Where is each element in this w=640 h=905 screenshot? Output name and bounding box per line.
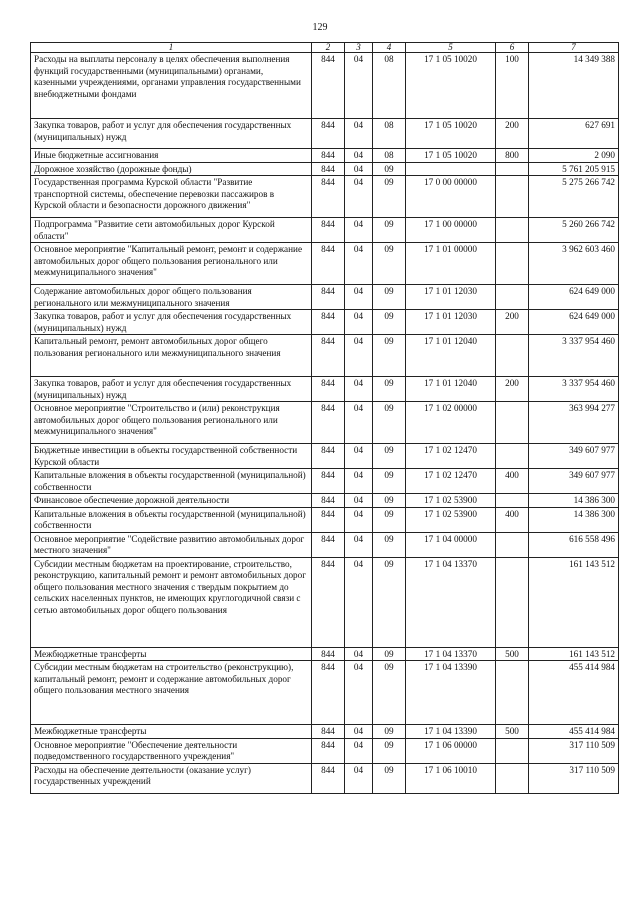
section-code-cell: 04 — [345, 725, 373, 739]
amount-cell: 2 090 — [529, 149, 619, 163]
expense-type-code-cell — [496, 162, 529, 176]
target-article-code-cell: 17 1 04 13390 — [406, 725, 496, 739]
subsection-code-cell: 09 — [373, 494, 406, 508]
admin-code-cell: 844 — [312, 53, 345, 119]
expense-type-code-cell: 400 — [496, 507, 529, 532]
target-article-code-cell: 17 1 05 10020 — [406, 53, 496, 119]
target-article-code-cell: 17 1 02 12470 — [406, 444, 496, 469]
subsection-code-cell: 09 — [373, 557, 406, 647]
expense-type-code-cell — [496, 661, 529, 725]
subsection-code-cell: 09 — [373, 310, 406, 335]
admin-code-cell: 844 — [312, 661, 345, 725]
expense-type-code-cell: 400 — [496, 469, 529, 494]
amount-cell: 14 349 388 — [529, 53, 619, 119]
item-name-cell: Основное мероприятие "Содействие развитию автомобильных дорог местного значения" — [31, 532, 312, 557]
amount-cell: 317 110 509 — [529, 738, 619, 763]
table-row — [31, 53, 619, 119]
amount-cell: 616 558 496 — [529, 532, 619, 557]
amount-cell: 363 994 277 — [529, 402, 619, 444]
admin-code-cell: 844 — [312, 310, 345, 335]
admin-code-cell: 844 — [312, 402, 345, 444]
section-code-cell: 04 — [345, 738, 373, 763]
expense-type-code-cell: 100 — [496, 53, 529, 119]
item-name-cell: Основное мероприятие "Обеспечение деятельности подведомственного государственного учреждения" — [31, 738, 312, 763]
budget-table — [30, 42, 619, 794]
column-header: 3 — [345, 43, 373, 53]
target-article-code-cell: 17 1 01 12030 — [406, 310, 496, 335]
target-article-code-cell: 17 1 06 10010 — [406, 763, 496, 793]
section-code-cell: 04 — [345, 444, 373, 469]
item-name-cell: Межбюджетные трансферты — [31, 647, 312, 661]
target-article-code-cell: 17 1 02 53900 — [406, 494, 496, 508]
subsection-code-cell: 08 — [373, 119, 406, 149]
table-row — [31, 176, 619, 218]
admin-code-cell: 844 — [312, 494, 345, 508]
amount-cell: 5 275 266 742 — [529, 176, 619, 218]
admin-code-cell: 844 — [312, 507, 345, 532]
table-row — [31, 335, 619, 377]
table-row — [31, 532, 619, 557]
item-name-cell: Подпрограмма "Развитие сети автомобильных дорог Курской области" — [31, 218, 312, 243]
amount-cell: 455 414 984 — [529, 661, 619, 725]
item-name-cell: Основное мероприятие "Капитальный ремонт, ремонт и содержание автомобильных дорог общего пользования регионального или межмуниципального значения" — [31, 243, 312, 285]
expense-type-code-cell — [496, 494, 529, 508]
table-row — [31, 661, 619, 725]
item-name-cell: Капитальные вложения в объекты государственной (муниципальной) собственности — [31, 469, 312, 494]
subsection-code-cell: 08 — [373, 53, 406, 119]
expense-type-code-cell — [496, 243, 529, 285]
admin-code-cell: 844 — [312, 176, 345, 218]
target-article-code-cell: 17 0 00 00000 — [406, 176, 496, 218]
column-header: 6 — [496, 43, 529, 53]
admin-code-cell: 844 — [312, 532, 345, 557]
item-name-cell: Субсидии местным бюджетам на проектирование, строительство, реконструкцию, капитальный ремонт и ремонт автомобильных дорог общего пользования местного значения с твердым покрытием до сельских населенных пунктов, не имеющих круглогодичной связи с сетью автомобильных дорог общего пользования — [31, 557, 312, 647]
target-article-code-cell: 17 1 05 10020 — [406, 149, 496, 163]
admin-code-cell: 844 — [312, 162, 345, 176]
amount-cell: 14 386 300 — [529, 507, 619, 532]
section-code-cell: 04 — [345, 218, 373, 243]
expense-type-code-cell — [496, 557, 529, 647]
table-row — [31, 402, 619, 444]
subsection-code-cell: 09 — [373, 176, 406, 218]
amount-cell: 5 761 205 915 — [529, 162, 619, 176]
admin-code-cell: 844 — [312, 763, 345, 793]
subsection-code-cell: 09 — [373, 243, 406, 285]
table-row — [31, 218, 619, 243]
admin-code-cell: 844 — [312, 647, 345, 661]
expense-type-code-cell — [496, 532, 529, 557]
column-number-row — [31, 43, 619, 53]
page-number: 129 — [312, 22, 328, 33]
expense-type-code-cell: 200 — [496, 310, 529, 335]
amount-cell: 627 691 — [529, 119, 619, 149]
amount-cell: 3 337 954 460 — [529, 377, 619, 402]
item-name-cell: Капитальные вложения в объекты государственной (муниципальной) собственности — [31, 507, 312, 532]
amount-cell: 5 260 266 742 — [529, 218, 619, 243]
table-row — [31, 763, 619, 793]
section-code-cell: 04 — [345, 119, 373, 149]
table-row — [31, 285, 619, 310]
target-article-code-cell: 17 1 01 12030 — [406, 285, 496, 310]
amount-cell: 161 143 512 — [529, 647, 619, 661]
table-row — [31, 162, 619, 176]
table-row — [31, 725, 619, 739]
admin-code-cell: 844 — [312, 149, 345, 163]
section-code-cell: 04 — [345, 335, 373, 377]
table-row — [31, 243, 619, 285]
item-name-cell: Содержание автомобильных дорог общего пользования регионального или межмуниципального значения — [31, 285, 312, 310]
table-row — [31, 444, 619, 469]
target-article-code-cell: 17 1 01 12040 — [406, 335, 496, 377]
subsection-code-cell: 08 — [373, 149, 406, 163]
admin-code-cell: 844 — [312, 335, 345, 377]
subsection-code-cell: 09 — [373, 444, 406, 469]
subsection-code-cell: 09 — [373, 469, 406, 494]
table-row — [31, 738, 619, 763]
section-code-cell: 04 — [345, 53, 373, 119]
subsection-code-cell: 09 — [373, 661, 406, 725]
item-name-cell: Расходы на обеспечение деятельности (оказание услуг) государственных учреждений — [31, 763, 312, 793]
section-code-cell: 04 — [345, 507, 373, 532]
column-header: 1 — [31, 43, 312, 53]
table-row — [31, 557, 619, 647]
expense-type-code-cell — [496, 402, 529, 444]
item-name-cell: Расходы на выплаты персоналу в целях обеспечения выполнения функций государственными (муниципальными) органами, казенными учреждениями, органами управления государственными внебюджетными фондами — [31, 53, 312, 119]
amount-cell: 455 414 984 — [529, 725, 619, 739]
expense-type-code-cell — [496, 763, 529, 793]
target-article-code-cell: 17 1 01 12040 — [406, 377, 496, 402]
amount-cell: 624 649 000 — [529, 285, 619, 310]
subsection-code-cell: 09 — [373, 647, 406, 661]
section-code-cell: 04 — [345, 532, 373, 557]
admin-code-cell: 844 — [312, 119, 345, 149]
subsection-code-cell: 09 — [373, 377, 406, 402]
item-name-cell: Межбюджетные трансферты — [31, 725, 312, 739]
admin-code-cell: 844 — [312, 243, 345, 285]
expense-type-code-cell — [496, 285, 529, 310]
admin-code-cell: 844 — [312, 725, 345, 739]
expense-type-code-cell: 800 — [496, 149, 529, 163]
subsection-code-cell: 09 — [373, 725, 406, 739]
section-code-cell: 04 — [345, 557, 373, 647]
admin-code-cell: 844 — [312, 285, 345, 310]
subsection-code-cell: 09 — [373, 218, 406, 243]
subsection-code-cell: 09 — [373, 763, 406, 793]
amount-cell: 14 386 300 — [529, 494, 619, 508]
section-code-cell: 04 — [345, 469, 373, 494]
subsection-code-cell: 09 — [373, 507, 406, 532]
section-code-cell: 04 — [345, 647, 373, 661]
amount-cell: 161 143 512 — [529, 557, 619, 647]
section-code-cell: 04 — [345, 243, 373, 285]
amount-cell: 349 607 977 — [529, 444, 619, 469]
amount-cell: 624 649 000 — [529, 310, 619, 335]
item-name-cell: Закупка товаров, работ и услуг для обеспечения государственных (муниципальных) нужд — [31, 377, 312, 402]
column-header: 4 — [373, 43, 406, 53]
target-article-code-cell: 17 1 04 13390 — [406, 661, 496, 725]
subsection-code-cell: 09 — [373, 738, 406, 763]
table-row — [31, 494, 619, 508]
section-code-cell: 04 — [345, 162, 373, 176]
admin-code-cell: 844 — [312, 469, 345, 494]
item-name-cell: Иные бюджетные ассигнования — [31, 149, 312, 163]
item-name-cell: Закупка товаров, работ и услуг для обеспечения государственных (муниципальных) нужд — [31, 119, 312, 149]
section-code-cell: 04 — [345, 661, 373, 725]
amount-cell: 349 607 977 — [529, 469, 619, 494]
target-article-code-cell: 17 1 06 00000 — [406, 738, 496, 763]
target-article-code-cell: 17 1 04 13370 — [406, 557, 496, 647]
table-row — [31, 310, 619, 335]
subsection-code-cell: 09 — [373, 335, 406, 377]
item-name-cell: Финансовое обеспечение дорожной деятельности — [31, 494, 312, 508]
section-code-cell: 04 — [345, 402, 373, 444]
target-article-code-cell: 17 1 02 12470 — [406, 469, 496, 494]
expense-type-code-cell — [496, 218, 529, 243]
subsection-code-cell: 09 — [373, 532, 406, 557]
section-code-cell: 04 — [345, 285, 373, 310]
section-code-cell: 04 — [345, 377, 373, 402]
admin-code-cell: 844 — [312, 377, 345, 402]
section-code-cell: 04 — [345, 494, 373, 508]
expense-type-code-cell: 200 — [496, 119, 529, 149]
target-article-code-cell: 17 1 01 00000 — [406, 243, 496, 285]
target-article-code-cell: 17 1 00 00000 — [406, 218, 496, 243]
expense-type-code-cell — [496, 176, 529, 218]
target-article-code-cell — [406, 162, 496, 176]
section-code-cell: 04 — [345, 176, 373, 218]
table-row — [31, 377, 619, 402]
section-code-cell: 04 — [345, 310, 373, 335]
item-name-cell: Бюджетные инвестиции в объекты государственной собственности Курской области — [31, 444, 312, 469]
item-name-cell: Государственная программа Курской области "Развитие транспортной системы, обеспечение перевозки пассажиров в Курской области и безопасности дорожного движения" — [31, 176, 312, 218]
column-header: 7 — [529, 43, 619, 53]
target-article-code-cell: 17 1 02 00000 — [406, 402, 496, 444]
target-article-code-cell: 17 1 04 00000 — [406, 532, 496, 557]
subsection-code-cell: 09 — [373, 402, 406, 444]
table-row — [31, 647, 619, 661]
subsection-code-cell: 09 — [373, 285, 406, 310]
admin-code-cell: 844 — [312, 444, 345, 469]
table-row — [31, 119, 619, 149]
admin-code-cell: 844 — [312, 738, 345, 763]
section-code-cell: 04 — [345, 763, 373, 793]
target-article-code-cell: 17 1 02 53900 — [406, 507, 496, 532]
item-name-cell: Субсидии местным бюджетам на строительство (реконструкцию), капитальный ремонт, ремонт и содержание автомобильных дорог общего пользования местного значения — [31, 661, 312, 725]
column-header: 2 — [312, 43, 345, 53]
target-article-code-cell: 17 1 04 13370 — [406, 647, 496, 661]
item-name-cell: Капитальный ремонт, ремонт автомобильных дорог общего пользования регионального или межмуниципального значения — [31, 335, 312, 377]
table-row — [31, 507, 619, 532]
expense-type-code-cell — [496, 335, 529, 377]
amount-cell: 317 110 509 — [529, 763, 619, 793]
expense-type-code-cell: 500 — [496, 647, 529, 661]
expense-type-code-cell: 200 — [496, 377, 529, 402]
target-article-code-cell: 17 1 05 10020 — [406, 119, 496, 149]
item-name-cell: Основное мероприятие "Строительство и (или) реконструкция автомобильных дорог общего пользования регионального или межмуниципального значения" — [31, 402, 312, 444]
admin-code-cell: 844 — [312, 218, 345, 243]
expense-type-code-cell — [496, 738, 529, 763]
expense-type-code-cell: 500 — [496, 725, 529, 739]
item-name-cell: Дорожное хозяйство (дорожные фонды) — [31, 162, 312, 176]
table-row — [31, 469, 619, 494]
admin-code-cell: 844 — [312, 557, 345, 647]
column-header: 5 — [406, 43, 496, 53]
amount-cell: 3 962 603 460 — [529, 243, 619, 285]
expense-type-code-cell — [496, 444, 529, 469]
table-row — [31, 149, 619, 163]
amount-cell: 3 337 954 460 — [529, 335, 619, 377]
subsection-code-cell: 09 — [373, 162, 406, 176]
section-code-cell: 04 — [345, 149, 373, 163]
item-name-cell: Закупка товаров, работ и услуг для обеспечения государственных (муниципальных) нужд — [31, 310, 312, 335]
